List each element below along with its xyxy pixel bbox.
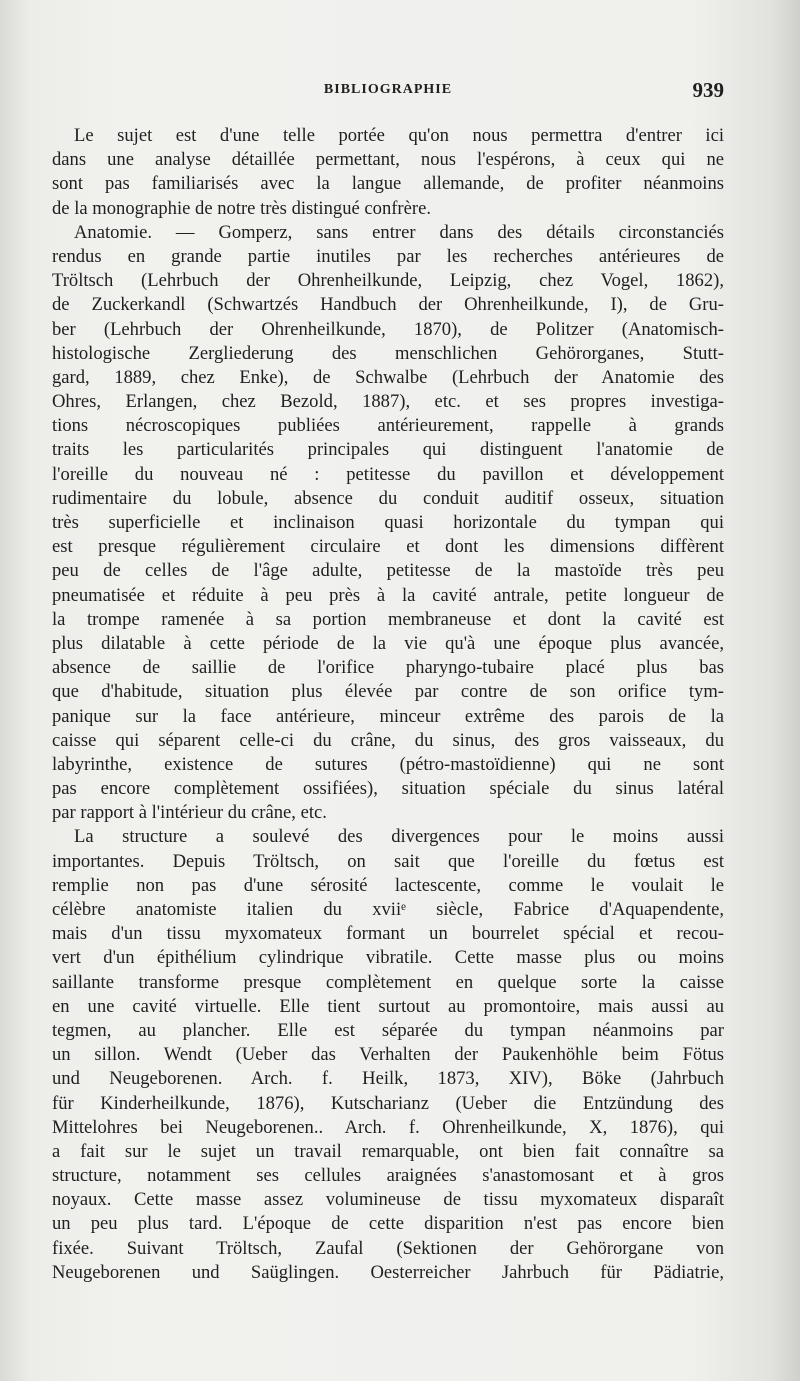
- text-line: traits les particularités principales qui distinguent l'anatomie de: [52, 439, 724, 461]
- text-line: noyaux. Cette masse assez volumineuse de tissu myxomateux disparaît: [52, 1189, 724, 1211]
- text-line: Neugeborenen und Saüglingen. Oesterreicher Jahrbuch für Pädiatrie,: [52, 1261, 724, 1283]
- text-line: par rapport à l'intérieur du crâne, etc.: [52, 802, 327, 824]
- text-line: Anatomie. — Gomperz, sans entrer dans des détails circonstanciés: [74, 221, 724, 243]
- text-line: remplie non pas d'une sérosité lactescente, comme le voulait le: [52, 874, 724, 896]
- text-line: sont pas familiarisés avec la langue allemande, de profiter néanmoins: [52, 173, 724, 195]
- text-line: labyrinthe, existence de sutures (pétro-mastoïdienne) qui ne sont: [52, 753, 724, 775]
- text-line: importantes. Depuis Tröltsch, on sait que l'oreille du fœtus est: [52, 850, 724, 872]
- text-line: Tröltsch (Lehrbuch der Ohrenheilkunde, Leipzig, chez Vogel, 1862),: [52, 270, 724, 292]
- text-line: tions nécroscopiques publiées antérieurement, rappelle à grands: [52, 415, 724, 437]
- text-line: en une cavité virtuelle. Elle tient surtout au promontoire, mais aussi au: [52, 995, 724, 1017]
- text-line: und Neugeborenen. Arch. f. Heilk, 1873, XIV), Böke (Jahrbuch: [52, 1068, 724, 1090]
- text-line: Ohres, Erlangen, chez Bezold, 1887), etc. et ses propres investiga-: [52, 391, 724, 413]
- text-line: un sillon. Wendt (Ueber das Verhalten der Paukenhöhle beim Fötus: [52, 1044, 724, 1066]
- text-line: de Zuckerkandl (Schwartzés Handbuch der Ohrenheilkunde, I), de Gru-: [52, 294, 724, 316]
- text-line: célèbre anatomiste italien du xviiᵉ siècle, Fabrice d'Aquapendente,: [52, 899, 724, 920]
- text-line: Le sujet est d'une telle portée qu'on nous permettra d'entrer ici: [74, 125, 724, 146]
- text-line: vert d'un épithélium cylindrique vibratile. Cette masse plus ou moins: [52, 947, 724, 969]
- text-line: de la monographie de notre très distingué confrère.: [52, 197, 431, 219]
- text-line: für Kinderheilkunde, 1876), Kutscharianz (Ueber die Entzündung des: [52, 1092, 724, 1114]
- text-line: la trompe ramenée à sa portion membraneuse et dont la cavité est: [52, 608, 724, 630]
- text-line: mais d'un tissu myxomateux formant un bourrelet spécial et recou-: [52, 923, 724, 945]
- text-line: rudimentaire du lobule, absence du conduit auditif osseux, situation: [52, 487, 724, 509]
- text-line: que d'habitude, situation plus élevée par contre de son orifice tym-: [52, 681, 724, 703]
- text-line: absence de saillie de l'orifice pharyngo-tubaire placé plus bas: [52, 657, 724, 679]
- text-line: Mittelohres bei Neugeborenen.. Arch. f. Ohrenheilkunde, X, 1876), qui: [52, 1116, 724, 1138]
- text-line: très superficielle et inclinaison quasi horizontale du tympan qui: [52, 512, 724, 533]
- text-line: pneumatisée et réduite à peu près à la cavité antrale, petite longueur de: [52, 584, 724, 606]
- page-header: [52, 78, 724, 106]
- text-line: caisse qui séparent celle-ci du crâne, du sinus, des gros vaisseaux, du: [52, 729, 724, 751]
- running-title: BIBLIOGRAPHIE: [323, 82, 453, 97]
- text-line: peu de celles de l'âge adulte, petitesse de la mastoïde très peu: [52, 560, 724, 582]
- text-line: ber (Lehrbuch der Ohrenheilkunde, 1870), de Politzer (Anatomisch-: [52, 318, 724, 340]
- text-line: dans une analyse détaillée permettant, nous l'espérons, à ceux qui ne: [52, 149, 724, 171]
- text-line: La structure a soulevé des divergences pour le moins aussi: [74, 826, 724, 848]
- text-line: tegmen, au plancher. Elle est séparée du tympan néanmoins par: [52, 1019, 724, 1041]
- text-line: fixée. Suivant Tröltsch, Zaufal (Sektionen der Gehörorgane von: [52, 1237, 724, 1259]
- text-line: l'oreille du nouveau né : petitesse du pavillon et développement: [52, 463, 724, 485]
- text-line: structure, notamment ses cellules araignées s'anastomosant et à gros: [52, 1165, 724, 1187]
- text-line: gard, 1889, chez Enke), de Schwalbe (Lehrbuch der Anatomie des: [52, 366, 724, 388]
- text-line: histologische Zergliederung des menschlichen Gehörorganes, Stutt-: [52, 342, 724, 364]
- text-line: a fait sur le sujet un travail remarquable, ont bien fait connaître sa: [52, 1140, 724, 1162]
- page-number: 939: [692, 78, 724, 102]
- text-line: panique sur la face antérieure, minceur extrême des parois de la: [52, 705, 724, 727]
- body-text: [52, 124, 724, 1285]
- text-line: plus dilatable à cette période de la vie qu'à une époque plus avancée,: [52, 632, 724, 654]
- text-line: pas encore complètement ossifiées), situation spéciale du sinus latéral: [52, 778, 724, 800]
- text-line: un peu plus tard. L'époque de cette disparition n'est pas encore bien: [52, 1213, 724, 1235]
- text-line: rendus en grande partie inutiles par les recherches antérieures de: [52, 245, 724, 267]
- text-line: saillante transforme presque complètement en quelque sorte la caisse: [52, 971, 724, 993]
- text-line: est presque régulièrement circulaire et dont les dimensions diffèrent: [52, 536, 724, 558]
